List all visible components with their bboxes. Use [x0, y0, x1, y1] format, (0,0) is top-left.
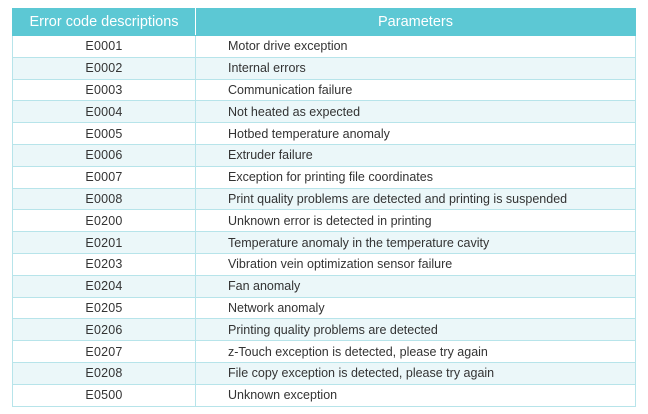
parameter-cell: Internal errors: [196, 57, 636, 79]
table-row: [13, 188, 636, 210]
error-code-cell: E0003: [13, 79, 196, 101]
parameter-cell: z-Touch exception is detected, please try again: [196, 341, 636, 363]
header-parameters: Parameters: [196, 9, 636, 36]
table-row: [13, 144, 636, 166]
parameter-cell: Communication failure: [196, 79, 636, 101]
error-code-cell: E0200: [13, 210, 196, 232]
table-row: [13, 232, 636, 254]
table-row: [13, 384, 636, 406]
error-code-cell: E0204: [13, 275, 196, 297]
error-code-table: [12, 8, 636, 407]
table-row: [13, 297, 636, 319]
error-code-cell: E0008: [13, 188, 196, 210]
parameter-cell: Vibration vein optimization sensor failure: [196, 253, 636, 275]
error-code-cell: E0001: [13, 36, 196, 58]
error-code-cell: E0005: [13, 123, 196, 145]
table-row: [13, 57, 636, 79]
error-code-cell: E0208: [13, 362, 196, 384]
table-row: [13, 79, 636, 101]
parameter-cell: Temperature anomaly in the temperature cavity: [196, 232, 636, 254]
error-code-cell: E0207: [13, 341, 196, 363]
parameter-cell: Unknown exception: [196, 384, 636, 406]
error-code-cell: E0002: [13, 57, 196, 79]
error-code-cell: E0500: [13, 384, 196, 406]
error-code-cell: E0203: [13, 253, 196, 275]
error-code-cell: E0206: [13, 319, 196, 341]
parameter-cell: Printing quality problems are detected: [196, 319, 636, 341]
header-error-code-descriptions: Error code descriptions: [13, 9, 196, 36]
table-row: [13, 319, 636, 341]
table-row: [13, 362, 636, 384]
parameter-cell: Motor drive exception: [196, 36, 636, 58]
table-body: [13, 36, 636, 407]
error-code-cell: E0006: [13, 144, 196, 166]
table-row: [13, 341, 636, 363]
table-row: [13, 275, 636, 297]
header-row: [13, 9, 636, 36]
error-code-cell: E0004: [13, 101, 196, 123]
parameter-cell: Network anomaly: [196, 297, 636, 319]
parameter-cell: Print quality problems are detected and printing is suspended: [196, 188, 636, 210]
table-header: [13, 9, 636, 36]
parameter-cell: Unknown error is detected in printing: [196, 210, 636, 232]
error-code-table-container: [12, 8, 635, 407]
table-row: [13, 101, 636, 123]
table-row: [13, 210, 636, 232]
table-row: [13, 123, 636, 145]
table-row: [13, 36, 636, 58]
parameter-cell: Hotbed temperature anomaly: [196, 123, 636, 145]
parameter-cell: Not heated as expected: [196, 101, 636, 123]
parameter-cell: Fan anomaly: [196, 275, 636, 297]
error-code-cell: E0201: [13, 232, 196, 254]
parameter-cell: Exception for printing file coordinates: [196, 166, 636, 188]
parameter-cell: File copy exception is detected, please try again: [196, 362, 636, 384]
table-row: [13, 253, 636, 275]
table-row: [13, 166, 636, 188]
error-code-cell: E0007: [13, 166, 196, 188]
parameter-cell: Extruder failure: [196, 144, 636, 166]
error-code-cell: E0205: [13, 297, 196, 319]
